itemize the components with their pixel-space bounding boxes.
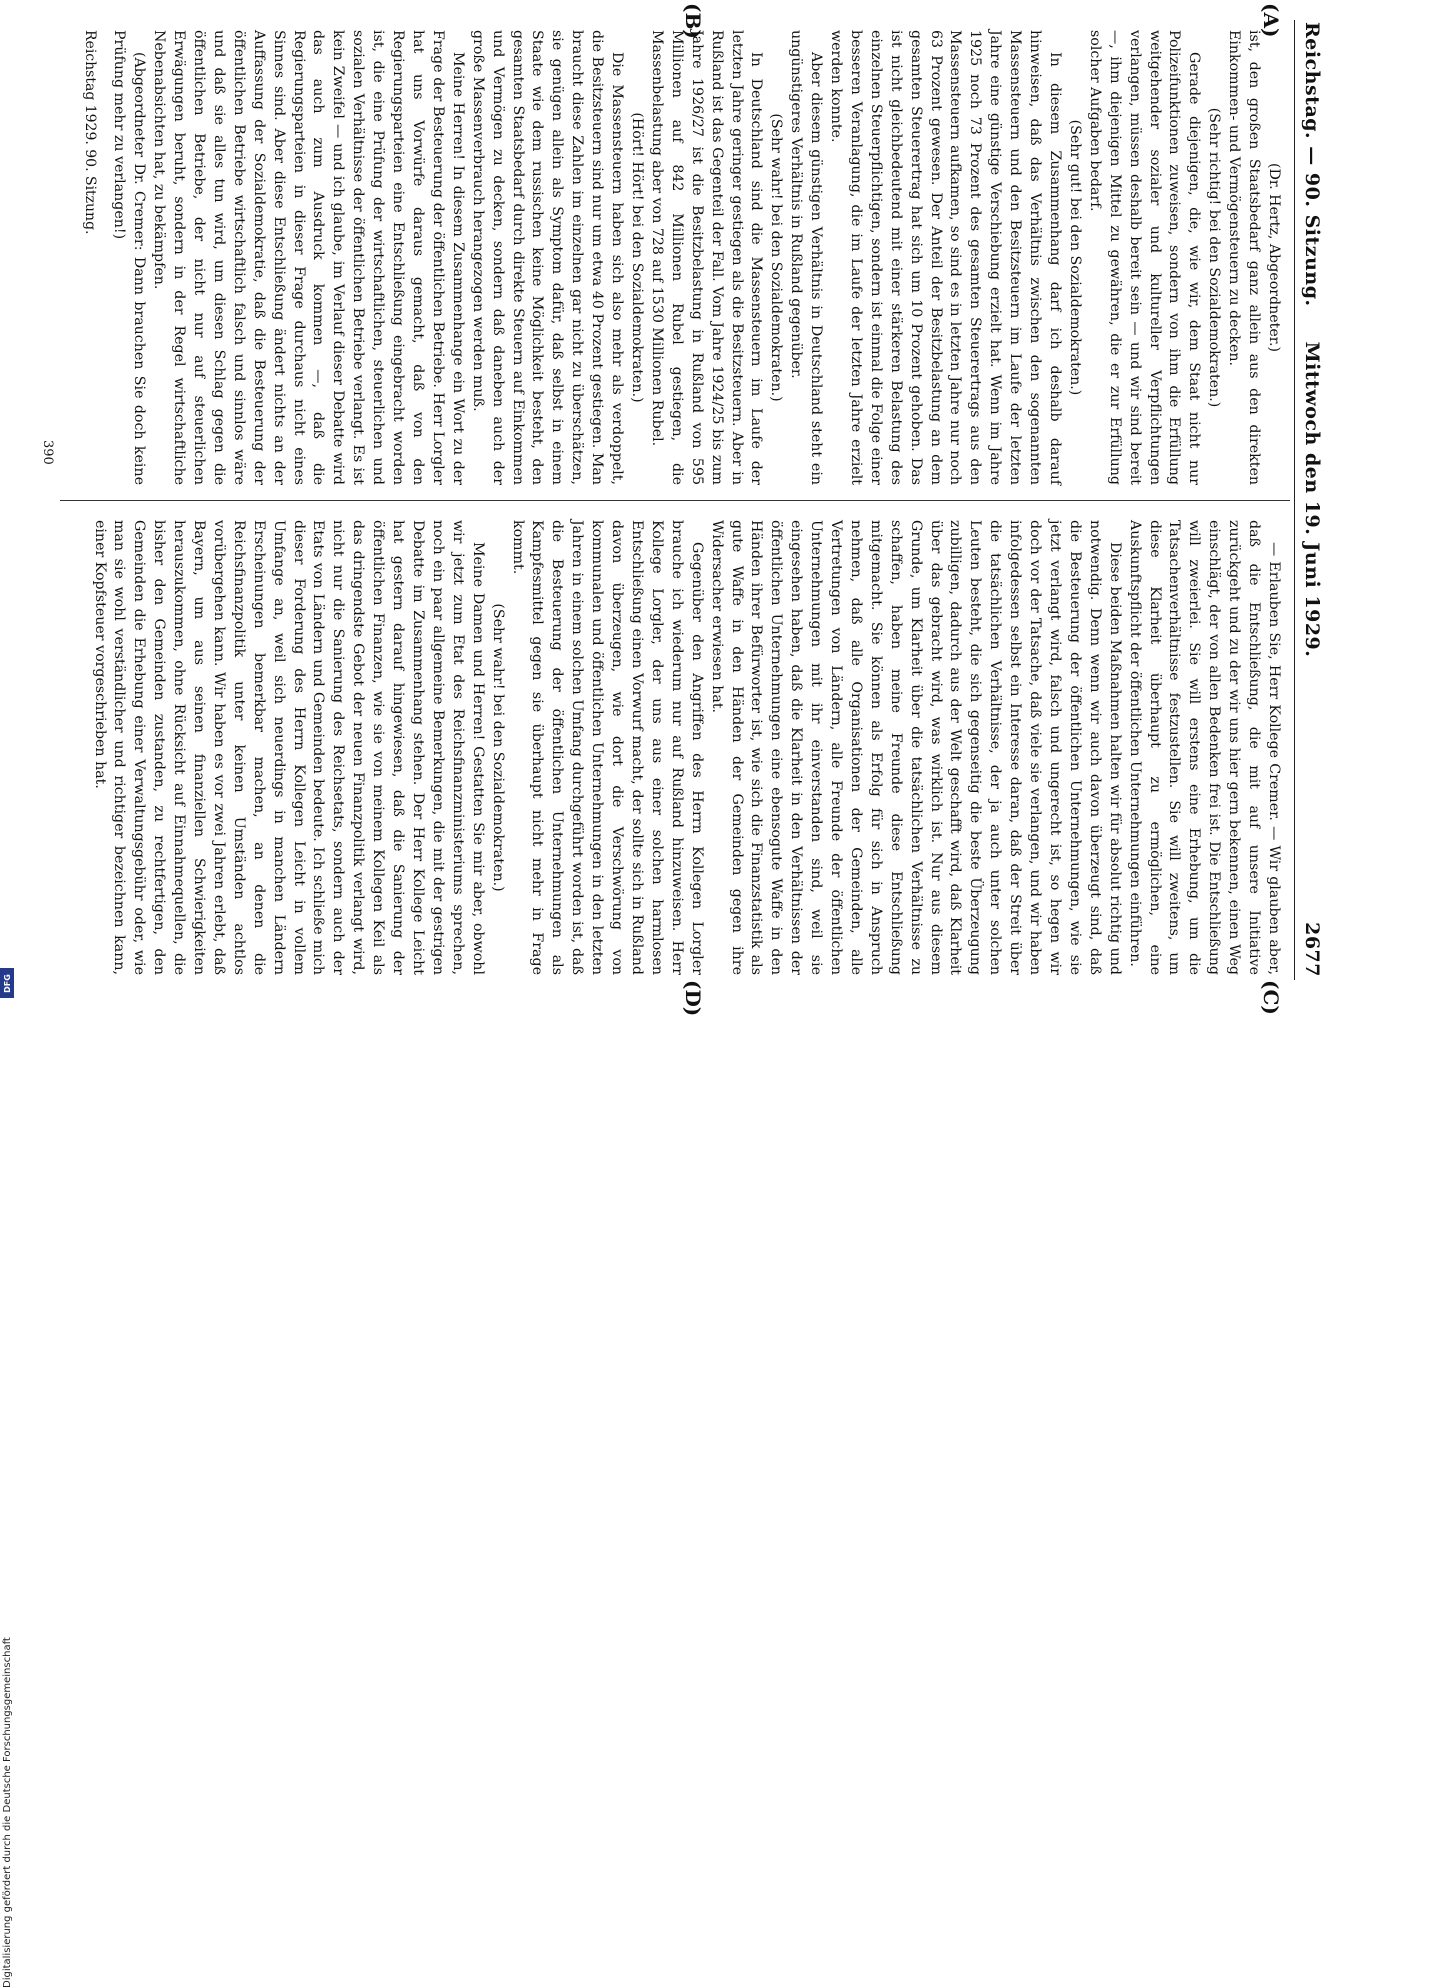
page-header (1301, 22, 1323, 977)
header-date: Mittwoch den 19. Juni 1929. (1301, 341, 1323, 658)
paragraph: — Erlauben Sie, Herr Kollege Cremer. — Wir glauben aber, daß die Entschließung, die mit auf unsere Initiative zurückgeht und zu der wir uns hier gern bekennen, einen Weg einschlägt, der von allen Bedenken frei ist. Die Entschließung will zweierlei. Sie will erstens eine Erhebung, um die Tatsachenverhältnisse festzustellen. Sie will zweitens, um diese Klarheit überhaupt zu ermöglichen, eine Auskunftspflicht der öffentlichen Unternehmungen einführen. (1126, 520, 1282, 975)
header-left: Reichstag. — 90. Sitzung. (1301, 22, 1323, 307)
paragraph: Meine Damen und Herren! Gestatten Sie mir aber, obwohl wir jetzt zum Etat des Reichsfinanzministeriums sprechen, noch ein paar allgemeine Bemerkungen, die mit der gestrigen Debatte im Zusammenhang stehen. Der Herr Kollege Leicht hat gestern darauf hingewiesen, daß die Sanierung der öffentlichen Finanzen, wie sie von meinem Kollegen Keil als das dringendste Gebot der neuen Finanzpolitik verlangt wird, nicht nur die Sanierung des Reichsetats, sondern auch der Etats von Ländern und Gemeinden bedeute. Ich schließe mich dieser Forderung des Herrn Kollegen Leicht in vollem Umfange an, weil sich neuerdings in manchen Ländern Erscheinungen bemerkbar machen, an denen die Reichsfinanzpolitik unter keinen Umständen achtlos vorübergehen kann. Wir haben es vor zwei Jahren erlebt, daß Bayern, um aus seinen finanziellen Schwierigkeiten herauszukommen, ohne Rücksicht auf Einnahmequellen, die bisher den Gemeinden zustanden, zu rechtfertigen, den Gemeinden die Erhebung einer Verwaltungsgebühr oder, wie man sie wohl verständlicher und richtiger bezeichnen kann, einer Kopfsteuer vorgeschrieben hat. (91, 520, 486, 975)
column-divider (60, 500, 1290, 501)
margin-marker-a: (A) (1259, 3, 1283, 38)
rotated-page-content (0, 0, 1345, 1017)
paragraph: ist, den großen Staatsbedarf ganz allein aus den direkten Einkommen- und Vermögensteuern zu decken. (1226, 30, 1263, 485)
paragraph: In diesem Zusammenhang darf ich deshalb darauf hinweisen, daß das Verhältnis zwischen den sogenannten Massensteuern und den Besitzsteuern im Laufe der letzten Jahre eine günstige Verschiebung erzielt hat. Wenn im Jahre 1925 noch 73 Prozent des gesamten Steuerertrags aus den Massensteuern aufkamen, so sind es in letzten Jahre nur noch 63 Prozent gewesen. Der Anteil der Besitzbelastung an dem gesamten Steuerertrag hat sich um 10 Prozent gehoben. Das ist nicht gleichbedeutend mit einer stärkeren Belastung des einzelnen Steuerpflichtigen, sondern ist einmal die Folge einer besseren Veranlagung, die im Laufe der letzten Jahre erzielt werden konnte. (828, 30, 1064, 485)
header-rule (1294, 20, 1295, 980)
paragraph: Die Massensteuern haben sich also mehr als verdoppelt, die Besitzsteuern sind nur um etwa 40 Prozent gestiegen. Man braucht diese Zahlen im einzelnen gar nicht zu überschätzen, sie genügen allein als Symptom dafür, daß selbst in einem Staate wie dem russischen keine Möglichkeit besteht, den gesamten Staatsbedarf durch direkte Steuern auf Einkommen und Vermögen zu decken, sondern daß daneben auch der große Massenverbrauch herangezogen werden muß. (469, 30, 626, 485)
interjection: (Sehr richtig! bei den Sozialdemokraten.) (1206, 107, 1223, 408)
interjection: (Sehr gut! bei den Sozialdemokraten.) (1066, 119, 1083, 396)
sidebar-credit-text: Digitalisierung gefördert durch die Deutsche Forschungsgemeinschaft (2, 1637, 13, 1988)
dfg-logo (0, 968, 14, 998)
interjection: (Abgeordneter Dr. Cremer: Dann brauchen Sie doch keine Prüfung mehr zu verlangen!) (111, 30, 148, 485)
interjection: (Sehr wahr! bei den Sozialdemokraten.) (489, 603, 506, 892)
paragraph: In Deutschland sind die Massensteuern im Laufe der letzten Jahre geringer gestiegen als die Besitzsteuern. Aber in Rußland ist das Gegenteil der Fall. Vom Jahre 1924/25 bis zum Jahre 1926/27 ist die Besitzbelastung in Rußland von 595 Millionen auf 842 Millionen Rubel gestiegen, die Massenbelastung aber von 728 auf 1530 Millionen Rubel. (648, 30, 765, 485)
left-column (109, 30, 1283, 485)
header-page-number: 2677 (1301, 922, 1323, 977)
margin-marker-c: (C) (1259, 980, 1283, 1015)
paragraph: Diese beiden Maßnahmen halten wir für absolut richtig und notwendig. Denn wenn wir auch davon überzeugt sind, daß die Besteuerung der öffentlichen Unternehmungen, wie sie jetzt verlangt wird, falsch und ungerecht ist, so hegen wir doch vor der Tatsache, daß viele sie verlangen, und wir haben infolgedessen selbst ein Interesse daran, daß der Streit über die tatsächlichen Verhältnisse, der ja auch unter solchen Leuten besteht, die sich gegenseitig die beste Überzeugung zubilligen, dadurch aus der Welt geschafft wird, daß Klarheit über das gebracht wird, was wirklich ist. Nur aus diesem Grunde, um Klarheit über die tatsächlichen Verhältnisse zu schaffen, haben meine Freunde diese Entschließung mitgemacht. Sie können als Erfolg für sich in Anspruch nehmen, daß alle Organisationen der Gemeinden, alle Vertretungen von Ländern, alle Freunde der öffentlichen Unternehmungen mit ihr einverstanden sind, weil sie eingesehen haben, daß die Klarheit in den Verhältnissen der öffentlichen Unternehmungen eine ebensogute Waffe in den Händen ihrer Befürworter ist, wie sich die Finanzstatistik als gute Waffe in den Händen der Gemeinden gegen ihre Widersacher erwiesen hat. (708, 520, 1123, 975)
paragraph: Aber diesem günstigen Verhältnis in Deutschland steht ein ungünstigeres Verhältnis in Rußland gegenüber. (788, 30, 825, 485)
paragraph: Gerade diejenigen, die, wie wir, dem Staat nicht nur Polizeifunktionen zuweisen, sondern von ihm die Erfüllung weitgehender sozialer und kultureller Verpflichtungen verlangen, müssen deshalb bereit sein — und wir sind bereit —, ihm diejenigen Mittel zu gewähren, die er zur Erfüllung solcher Aufgaben bedarf. (1086, 30, 1203, 485)
margin-marker-b: (B) (681, 3, 705, 39)
paragraph: Meine Herren! In diesem Zusammenhange ein Wort zu der Frage der Besteuerung der öffentlichen Betriebe. Herr Lorgler hat uns Vorwürfe daraus gemacht, daß von den Regierungsparteien eine Entschließung eingebracht worden ist, die eine Prüfung der wirtschaftlichen, steuerlichen und sozialen Verhältnisse der öffentlichen Betriebe verlangt. Es ist kein Zweifel — und ich glaube, im Verlauf dieser Debatte wird das auch zum Ausdruck kommen —, daß die Regierungsparteien in dieser Frage durchaus nicht eines Sinnes sind. Aber diese Entschließung ändert nichts an der Auffassung der Sozialdemokratie, daß die Besteuerung der öffentlichen Betriebe wirtschaftlich falsch und sinnlos wäre und daß sie alles tun wird, um diesen Schlag gegen die öffentlichen Betriebe, der nicht nur auf steuerlichen Erwägungen beruht, sondern in der Regel wirtschaftliche Nebenabsichten hat, zu bekämpfen. (151, 30, 466, 485)
speaker-line: (Dr. Hertz, Abgeordneter.) (1266, 162, 1282, 352)
margin-marker-d: (D) (681, 980, 705, 1017)
right-column (89, 520, 1283, 975)
interjection: (Hört! Hört! bei den Sozialdemokraten.) (629, 112, 645, 403)
paragraph: Gegenüber den Angriffen des Herrn Kollegen Lorgler brauche ich wiederum nur auf Rußland hinzuweisen. Herr Kollege Lorgler, der uns aus einer solchen harmlosen Entschließung einen Vorwurf macht, der sollte sich in Rußland davon überzeugen, wie dort die Verschwörung von kommunalen und öffentlichen Unternehmungen in den letzten Jahren in einem solchen Umfang durchgeführt worden ist, daß die Besteuerung der öffentlichen Unternehmungen als Kampfesmittel gegen sie überhaupt nicht mehr in Frage kommt. (509, 520, 705, 975)
dfg-logo-text: DFG (2, 973, 12, 993)
footer-page-number: 390 (40, 440, 55, 465)
footer-session: Reichstag 1929. 90. Sitzung. (82, 30, 98, 235)
interjection: (Sehr wahr! bei den Sozialdemokraten.) (768, 113, 785, 402)
